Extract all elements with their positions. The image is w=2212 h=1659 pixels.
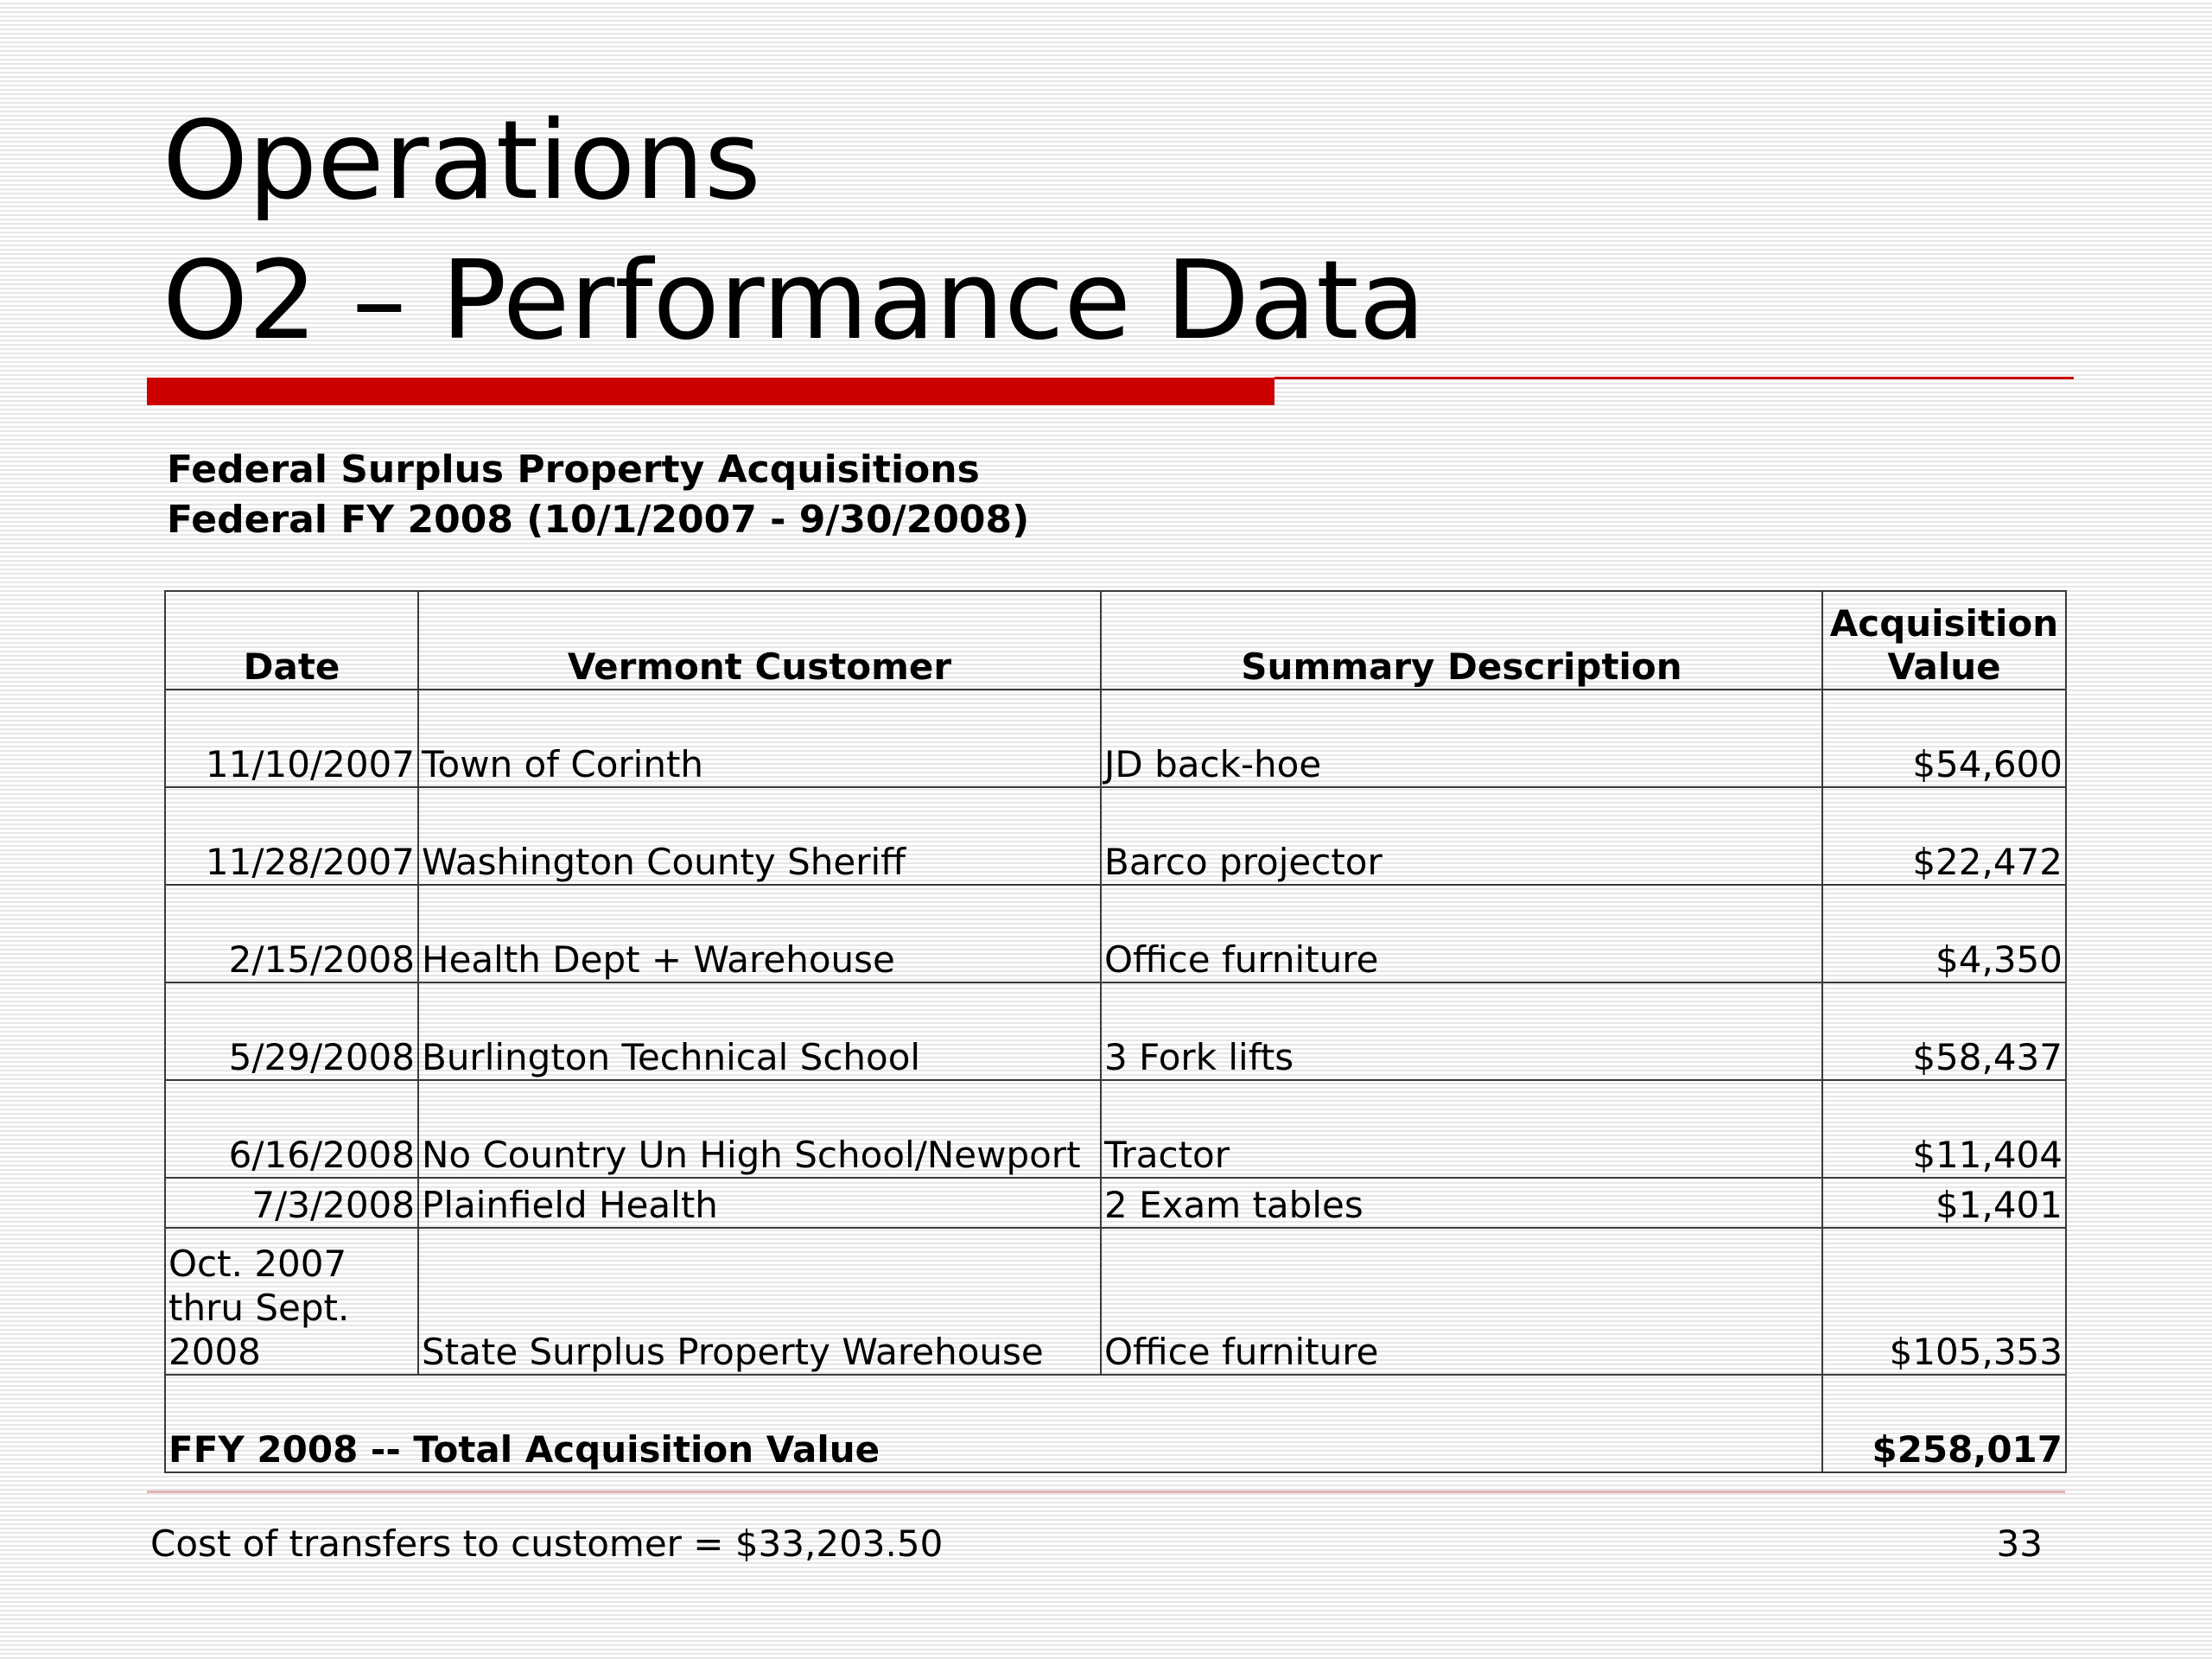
header-customer: Vermont Customer [418, 591, 1101, 690]
cell-date: 11/28/2007 [165, 787, 418, 885]
total-row [165, 1375, 2066, 1472]
table-heading [167, 445, 1029, 545]
header-value: Acquisition Value [1822, 591, 2066, 690]
footer-note: Cost of transfers to customer = $33,203.50 [150, 1522, 944, 1565]
table-row [165, 1178, 2066, 1228]
slide-title-line-1: Operations [162, 97, 761, 224]
cell-customer: Washington County Sheriff [418, 787, 1101, 885]
table-row [165, 1228, 2066, 1375]
page-number: 33 [1996, 1522, 2043, 1565]
cell-value: $22,472 [1822, 787, 2066, 885]
cell-description: Office furniture [1101, 885, 1822, 982]
cell-customer: Burlington Technical School [418, 982, 1101, 1080]
footer-divider [147, 1491, 2065, 1493]
title-accent-rule-thick [147, 378, 1274, 405]
table-row [165, 885, 2066, 982]
table-row [165, 690, 2066, 787]
cell-date: 6/16/2008 [165, 1080, 418, 1178]
table-row [165, 787, 2066, 885]
cell-date: Oct. 2007 thru Sept. 2008 [165, 1228, 418, 1375]
cell-description: 3 Fork lifts [1101, 982, 1822, 1080]
slide-title-line-2: O2 – Performance Data [162, 237, 1426, 364]
cell-date: 11/10/2007 [165, 690, 418, 787]
cell-value: $11,404 [1822, 1080, 2066, 1178]
cell-value: $4,350 [1822, 885, 2066, 982]
cell-date: 7/3/2008 [165, 1178, 418, 1228]
cell-customer: Town of Corinth [418, 690, 1101, 787]
total-value: $258,017 [1822, 1375, 2066, 1472]
cell-date: 5/29/2008 [165, 982, 418, 1080]
slide-title [162, 91, 1426, 371]
cell-value: $54,600 [1822, 690, 2066, 787]
cell-description: 2 Exam tables [1101, 1178, 1822, 1228]
cell-customer: State Surplus Property Warehouse [418, 1228, 1101, 1375]
cell-description: JD back-hoe [1101, 690, 1822, 787]
title-accent-rule-thin [1274, 377, 2074, 379]
header-description: Summary Description [1101, 591, 1822, 690]
cell-description: Tractor [1101, 1080, 1822, 1178]
cell-customer: Plainfield Health [418, 1178, 1101, 1228]
cell-value: $105,353 [1822, 1228, 2066, 1375]
table-header-row [165, 591, 2066, 690]
total-label: FFY 2008 -- Total Acquisition Value [165, 1375, 1822, 1472]
table-row [165, 982, 2066, 1080]
cell-description: Office furniture [1101, 1228, 1822, 1375]
table-heading-line-1: Federal Surplus Property Acquisitions [167, 448, 980, 492]
table-row [165, 1080, 2066, 1178]
acquisitions-table [164, 590, 2067, 1473]
cell-value: $58,437 [1822, 982, 2066, 1080]
table-heading-line-2: Federal FY 2008 (10/1/2007 - 9/30/2008) [167, 498, 1030, 542]
cell-customer: No Country Un High School/Newport [418, 1080, 1101, 1178]
cell-date: 2/15/2008 [165, 885, 418, 982]
header-date: Date [165, 591, 418, 690]
cell-value: $1,401 [1822, 1178, 2066, 1228]
cell-customer: Health Dept + Warehouse [418, 885, 1101, 982]
cell-description: Barco projector [1101, 787, 1822, 885]
